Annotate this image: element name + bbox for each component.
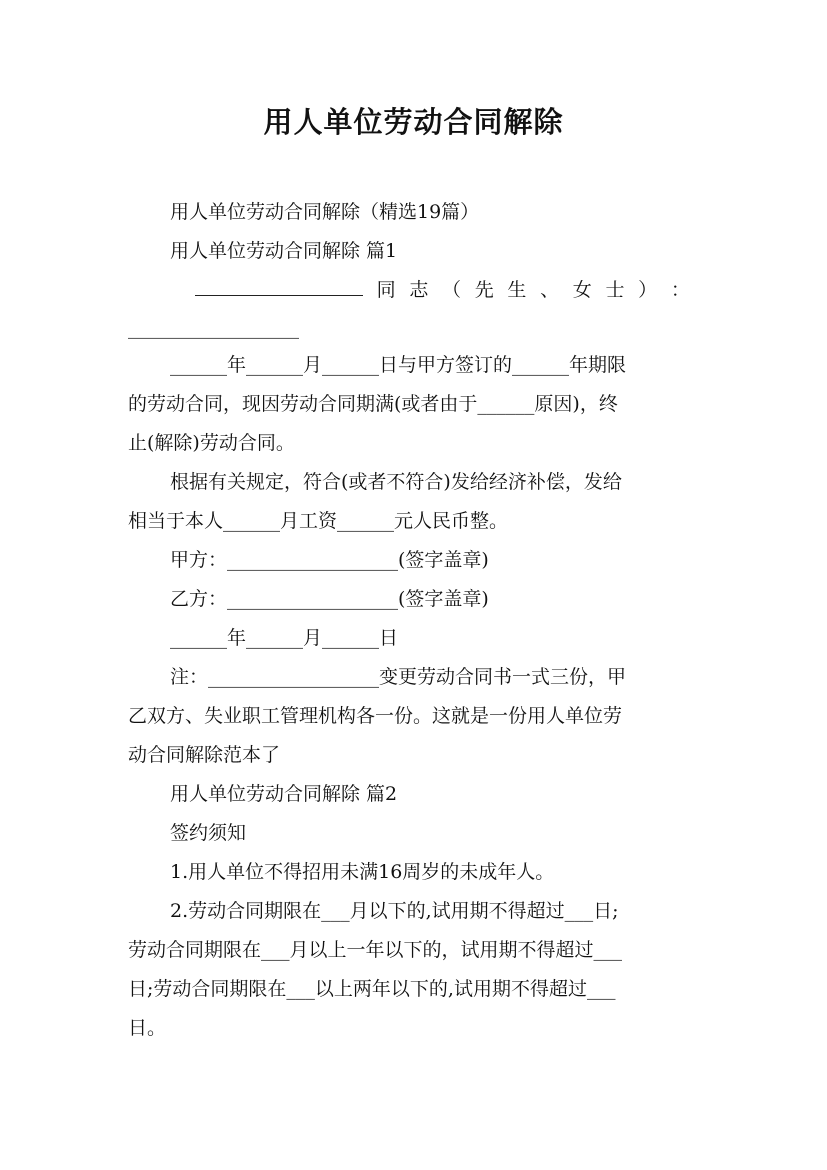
paragraph-line: ______年______月______日与甲方签订的______年期限 [170, 354, 627, 376]
list-item: 2.劳动合同期限在___月以下的,试用期不得超过___日; [170, 900, 619, 922]
salutation-char: 先 [474, 279, 494, 301]
salutation-char: ： [670, 279, 690, 301]
paragraph-line: 日;劳动合同期限在___以上两年以下的,试用期不得超过___ [128, 978, 616, 1000]
paragraph-line: 根据有关规定，符合(或者不符合)发给经济补偿，发给 [170, 471, 622, 493]
paragraph-line: 乙双方、失业职工管理机构各一份。这就是一份用人单位劳 [128, 705, 623, 727]
section-heading-2: 用人单位劳动合同解除 篇2 [170, 783, 398, 805]
paragraph-line: 相当于本人______月工资______元人民币整。 [128, 510, 509, 532]
salutation-char: 女 [572, 279, 592, 301]
salutation-char: 生 [507, 279, 527, 301]
paragraph-line: 动合同解除范本了 [128, 744, 281, 766]
document-subtitle: 用人单位劳动合同解除（精选19篇） [170, 201, 480, 223]
salutation-char: （ [442, 279, 462, 301]
section-subheading: 签约须知 [170, 822, 247, 844]
salutation-char: ） [638, 279, 658, 301]
paragraph-line: 日。 [128, 1017, 167, 1039]
note-line: 注：__________________变更劳动合同书一式三份，甲 [170, 666, 627, 688]
salutation-char: 、 [540, 279, 560, 301]
recipient-blank-line: __________________ [128, 317, 299, 339]
list-item: 1.用人单位不得招用未满16周岁的未成年人。 [170, 861, 555, 883]
salutation-char: 同 [376, 279, 396, 301]
party-a-signature-line: 甲方：__________________(签字盖章) [170, 549, 489, 571]
section-heading-1: 用人单位劳动合同解除 篇1 [170, 240, 398, 262]
paragraph-line: 止(解除)劳动合同。 [128, 432, 295, 454]
salutation-char: 志 [409, 279, 429, 301]
blank-line [195, 277, 363, 296]
document-title: 用人单位劳动合同解除 [263, 105, 564, 139]
party-b-signature-line: 乙方：__________________(签字盖章) [170, 588, 489, 610]
date-line: ______年______月______日 [170, 627, 399, 649]
salutation-line [195, 277, 690, 303]
paragraph-line: 的劳动合同，现因劳动合同期满(或者由于______原因)，终 [128, 393, 618, 415]
paragraph-line: 劳动合同期限在___月以上一年以下的，试用期不得超过___ [128, 939, 623, 961]
salutation-char: 士 [605, 279, 625, 301]
